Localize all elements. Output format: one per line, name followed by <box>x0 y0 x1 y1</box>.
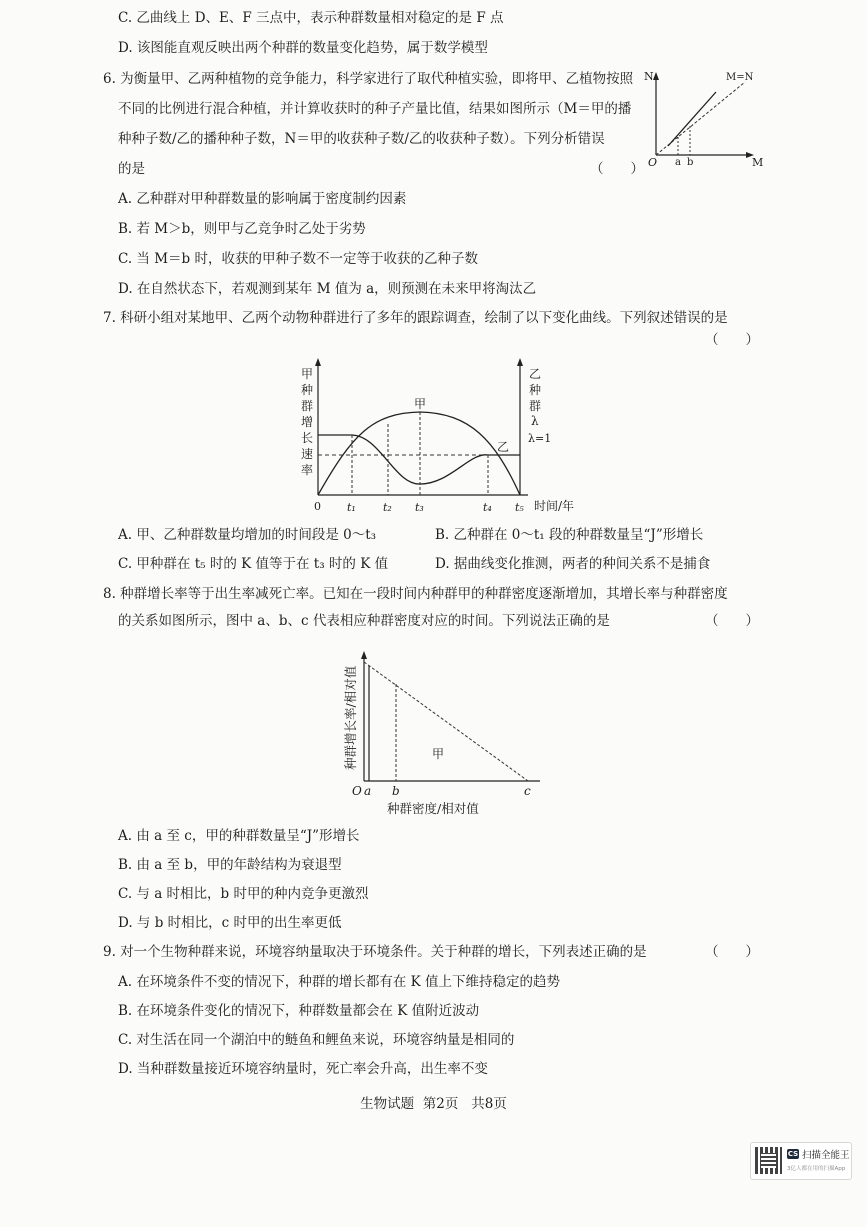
q8-graph <box>336 640 566 820</box>
q5-option-c: C. 乙曲线上 D、E、F 三点中，表示种群数量相对稳定的是 F 点 <box>118 10 504 26</box>
q8-x-label: 种群密度/相对值 <box>387 801 479 816</box>
q7-right-label-4: λ <box>531 414 539 428</box>
q8-tick-c: c <box>524 784 531 798</box>
scanner-app-name: 扫描全能王 <box>802 1150 850 1161</box>
q6-origin: O <box>648 156 658 169</box>
scanner-logo-icon: CS <box>787 1150 799 1158</box>
q5-option-d: D. 该图能直观反映出两个种群的数量变化趋势，属于数学模型 <box>118 40 488 56</box>
q7-left-label-4: 增 <box>301 415 314 429</box>
q7-left-label-2: 种 <box>301 383 314 397</box>
q8-option-c: C. 与 a 时相比，b 时甲的种内竞争更激烈 <box>118 886 369 902</box>
q7-x-label: 时间/年 <box>534 499 575 513</box>
q6-stem-line4: 的是 <box>118 161 145 177</box>
scanner-watermark <box>750 1142 852 1180</box>
q7-tick-t3: t₃ <box>415 501 424 514</box>
q7-answer-paren: （ ） <box>705 332 759 348</box>
page-footer <box>0 1094 867 1114</box>
q6-x-label: M <box>752 156 764 169</box>
q8-stem-line1: 8. 种群增长率等于出生率减死亡率。已知在一段时间内种群甲的种群密度逐渐增加，其增长率与种群密度 <box>103 586 728 602</box>
q7-stem-line1: 7. 科研小组对某地甲、乙两个动物种群进行了多年的跟踪调查，绘制了以下变化曲线。下列叙述错误的是 <box>103 310 728 326</box>
q7-left-label-1: 甲 <box>301 367 314 381</box>
q7-lambda1-label: λ=1 <box>528 432 552 445</box>
q6-result-line <box>668 92 716 146</box>
q7-left-label-5: 长 <box>301 431 314 445</box>
q7-curve-yi <box>318 435 520 484</box>
q8-origin: O <box>352 784 362 798</box>
q8-y-label: 种群增长率/相对值 <box>343 665 358 770</box>
q7-tick-t5: t₅ <box>515 501 524 514</box>
q7-option-a: A. 甲、乙种群数量均增加的时间段是 0～t₃ <box>118 527 377 543</box>
footer-total: 共8页 <box>471 1096 507 1112</box>
q7-option-c: C. 甲种群在 t₅ 时的 K 值等于在 t₃ 时的 K 值 <box>118 556 389 572</box>
q7-tick-t1: t₁ <box>347 501 356 514</box>
q7-right-label-2: 种 <box>529 383 542 397</box>
q8-tick-a: a <box>364 784 372 798</box>
q7-graph <box>290 356 580 528</box>
q8-option-b: B. 由 a 至 b，甲的年龄结构为衰退型 <box>118 857 342 873</box>
q6-option-b: B. 若 M＞b，则甲与乙竞争时乙处于劣势 <box>118 221 366 237</box>
q9-answer-paren: （ ） <box>705 944 759 960</box>
q8-y-arrow <box>361 651 367 659</box>
q8-option-d: D. 与 b 时相比，c 时甲的出生率更低 <box>118 915 342 931</box>
footer-subject: 生物试题 <box>360 1096 415 1112</box>
q6-tick-b: b <box>687 157 694 168</box>
q6-tick-a: a <box>675 157 681 168</box>
footer-page: 第2页 <box>422 1096 459 1112</box>
q8-area-label: 甲 <box>432 747 445 761</box>
qr-code-icon <box>755 1147 782 1174</box>
q7-right-label-1: 乙 <box>529 367 542 381</box>
q6-stem-line2: 不同的比例进行混合种植，并计算收获时的种子产量比值，结果如图所示（M＝甲的播 <box>118 101 632 117</box>
q7-tick-t4: t₄ <box>483 501 492 514</box>
q7-origin: 0 <box>314 500 321 513</box>
q7-yi-label: 乙 <box>497 440 510 454</box>
q8-stem-line2: 的关系如图所示，图中 a、b、c 代表相应种群密度对应的时间。下列说法正确的是 <box>118 613 610 629</box>
q9-option-d: D. 当种群数量接近环境容纳量时，死亡率会升高，出生率不变 <box>118 1061 488 1077</box>
q6-ref-line-label: M=N <box>726 72 754 83</box>
q9-option-b: B. 在环境条件变化的情况下，种群数量都会在 K 值附近波动 <box>118 1003 480 1019</box>
q7-left-label-3: 群 <box>301 399 314 413</box>
q6-option-c: C. 当 M＝b 时，收获的甲种子数不一定等于收获的乙种子数 <box>118 251 478 267</box>
q7-option-b: B. 乙种群在 0～t₁ 段的种群数量呈“J”形增长 <box>435 527 704 543</box>
q7-curve-jia <box>318 412 520 495</box>
q6-y-label: N <box>644 70 654 83</box>
q7-left-arrow <box>315 358 321 366</box>
q6-option-a: A. 乙种群对甲种群数量的影响属于密度制约因素 <box>118 191 407 207</box>
q8-option-a: A. 由 a 至 c，甲的种群数量呈“J”形增长 <box>118 828 360 844</box>
q7-right-label-3: 群 <box>529 399 542 413</box>
q6-graph <box>640 62 770 172</box>
q6-answer-paren: （ ） <box>590 161 644 177</box>
q7-right-arrow <box>517 358 523 366</box>
q7-left-label-6: 速 <box>301 447 314 461</box>
q7-jia-label: 甲 <box>414 397 427 411</box>
q6-option-d: D. 在自然状态下，若观测到某年 M 值为 a，则预测在未来甲将淘汰乙 <box>118 281 537 297</box>
q7-option-d: D. 据曲线变化推测，两者的种间关系不是捕食 <box>435 556 711 572</box>
q6-stem-line1: 6. 为衡量甲、乙两种植物的竞争能力，科学家进行了取代种植实验，即将甲、乙植物按照 <box>103 71 634 87</box>
q8-tick-b: b <box>392 784 400 798</box>
q9-option-a: A. 在环境条件不变的情况下，种群的增长都有在 K 值上下维持稳定的趋势 <box>118 974 560 990</box>
q9-stem-line1: 9. 对一个生物种群来说，环境容纳量取决于环境条件。关于种群的增长，下列表述正确的是 <box>103 944 647 960</box>
q8-answer-paren: （ ） <box>705 613 759 629</box>
q6-y-arrow <box>653 72 659 80</box>
q7-left-label-7: 率 <box>301 463 314 477</box>
q8-decline-line <box>364 662 528 781</box>
q7-tick-t2: t₂ <box>383 501 392 514</box>
scanner-app-slogan: 3亿人都在用的扫描App <box>787 1166 846 1172</box>
q6-stem-line3: 种种子数/乙的播种种子数，N＝甲的收获种子数/乙的收获种子数）。下列分析错误 <box>118 131 605 147</box>
q9-option-c: C. 对生活在同一个湖泊中的鲢鱼和鲤鱼来说，环境容纳量是相同的 <box>118 1032 515 1048</box>
